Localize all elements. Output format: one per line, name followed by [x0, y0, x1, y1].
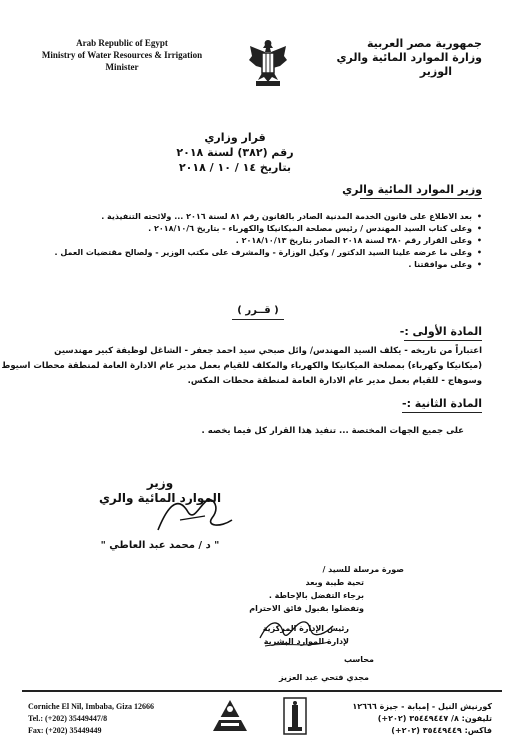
pyramid-logo-icon [210, 697, 250, 735]
preamble-item: • وعلى موافقتنا . [72, 259, 482, 271]
article2-heading: المادة الثانية :- [402, 397, 482, 410]
preamble-item: • وعلى ما عرضه علينا السيد الدكتور / وكيل الوزارة - والمشرف على مكتب الوزير - ولصالح مقتضيات العمل . [72, 247, 482, 259]
tower-logo-icon [283, 697, 307, 735]
decree-title: قرار وزاري [204, 131, 266, 144]
header-en-country: Arab Republic of Egypt [76, 38, 168, 48]
decree-number: رقم (٣٨٢) لسنة ٢٠١٨ [176, 146, 294, 159]
decree-title-block [160, 130, 310, 175]
footer-ar-address: كورنيش النيل - إمبابة - جيزة ١٢٦٦٦ [352, 702, 492, 711]
article2-underline [402, 412, 482, 413]
decides-underline [232, 319, 284, 320]
preamble-item: • وعلى القرار رقم ٣٨٠ لسنة ٢٠١٨ الصادر بتاريخ ٢٠١٨/١٠/١٣ . [72, 235, 482, 247]
footer-en-address: Corniche El Nil, Imbaba, Giza 12666 [28, 702, 155, 711]
article1-heading: المادة الأولى :- [399, 325, 482, 338]
footer-english [28, 701, 228, 737]
header-ar-role: الوزير [419, 65, 452, 78]
article1-line: وسوهاج - للقيام بعمل مدير عام الادارة العامة لمنطقة محطات المكس. [187, 376, 482, 386]
authority-underline [360, 198, 482, 199]
signature-title: وزير [146, 476, 174, 490]
copy-to: صورة مرسلة للسيد / [322, 565, 404, 574]
article1-underline [404, 340, 482, 341]
handwritten-signature [150, 490, 240, 540]
article1-line: اعتباراً من تاريخه - يكلف السيد المهندس/ وائل صبحي سيد احمد جعفر - الشاغل لوظيفة كبير مهندسين [54, 346, 482, 356]
hr-person: مجدي فتحي عبد العزيز [279, 673, 369, 682]
preamble-item: • وعلى كتاب السيد المهندس / رئيس مصلحة الميكانيكا والكهرباء - بتاريخ ٢٠١٨/١٠/٦ . [72, 223, 482, 235]
footer-ar-tel: تليفون: ٨/ ٣٥٤٤٩٤٤٧ (٢٠٢+) [377, 714, 492, 723]
article1-line: (ميكانيكا وكهرباء) بمصلحة الميكانيكا والكهرباء والمكلف للقيام بعمل مدير عام الادارة العامة لمنطقة محطات اسيوط [1, 361, 482, 371]
regards: وتفضلوا بقبول فائق الاحترام [249, 604, 364, 613]
decides-label: ( قــرر ) [237, 305, 279, 316]
preamble-list [54, 211, 482, 271]
footer-en-fax: Fax: (+202) 35449449 [28, 726, 102, 735]
header-ar-country: جمهورية مصر العربية [367, 37, 482, 50]
header-en-role: Minister [105, 62, 139, 72]
signature-name: " د / محمد عبد العاطي " [100, 540, 220, 551]
request: برجاء التفضل بالإحاطة . [268, 591, 364, 600]
authority-heading: وزير الموارد المائية والري [342, 183, 482, 196]
hr-dept: لإدارة الموارد البشرية [263, 637, 349, 646]
greeting: تحية طيبة وبعد [305, 578, 364, 587]
hr-signature [255, 608, 335, 653]
preamble-item: • بعد الاطلاع على قانون الخدمة المدنية الصادر بالقانون رقم ٨١ لسنة ٢٠١٦ ... ولائحته التنفيذية . [72, 211, 482, 223]
accountant-label: محاسب [343, 655, 374, 664]
footer-en-tel: Tel.: (+202) 35449447/8 [28, 714, 108, 723]
decree-date: بتاريخ ١٤ / ١٠ / ٢٠١٨ [178, 161, 292, 174]
header-english [22, 37, 222, 73]
article2-body: على جميع الجهات المختصة ... تنفيذ هذا القرار كل فيما يخصه . [201, 426, 464, 436]
header-arabic [282, 37, 482, 79]
signature-ministry: الموارد المائية والري [98, 491, 222, 505]
article1-body [1, 344, 482, 389]
footer-arabic [312, 701, 492, 737]
header-ar-ministry: وزارة الموارد المائية والري [336, 51, 482, 64]
footer-ar-fax: فاكس: ٣٥٤٤٩٤٤٩ (٢٠٢+) [391, 726, 492, 735]
hr-head: رئيس الإدارة المركزية [262, 624, 349, 633]
footer-divider [22, 690, 502, 692]
header-en-ministry: Ministry of Water Resources & Irrigation [41, 50, 203, 60]
